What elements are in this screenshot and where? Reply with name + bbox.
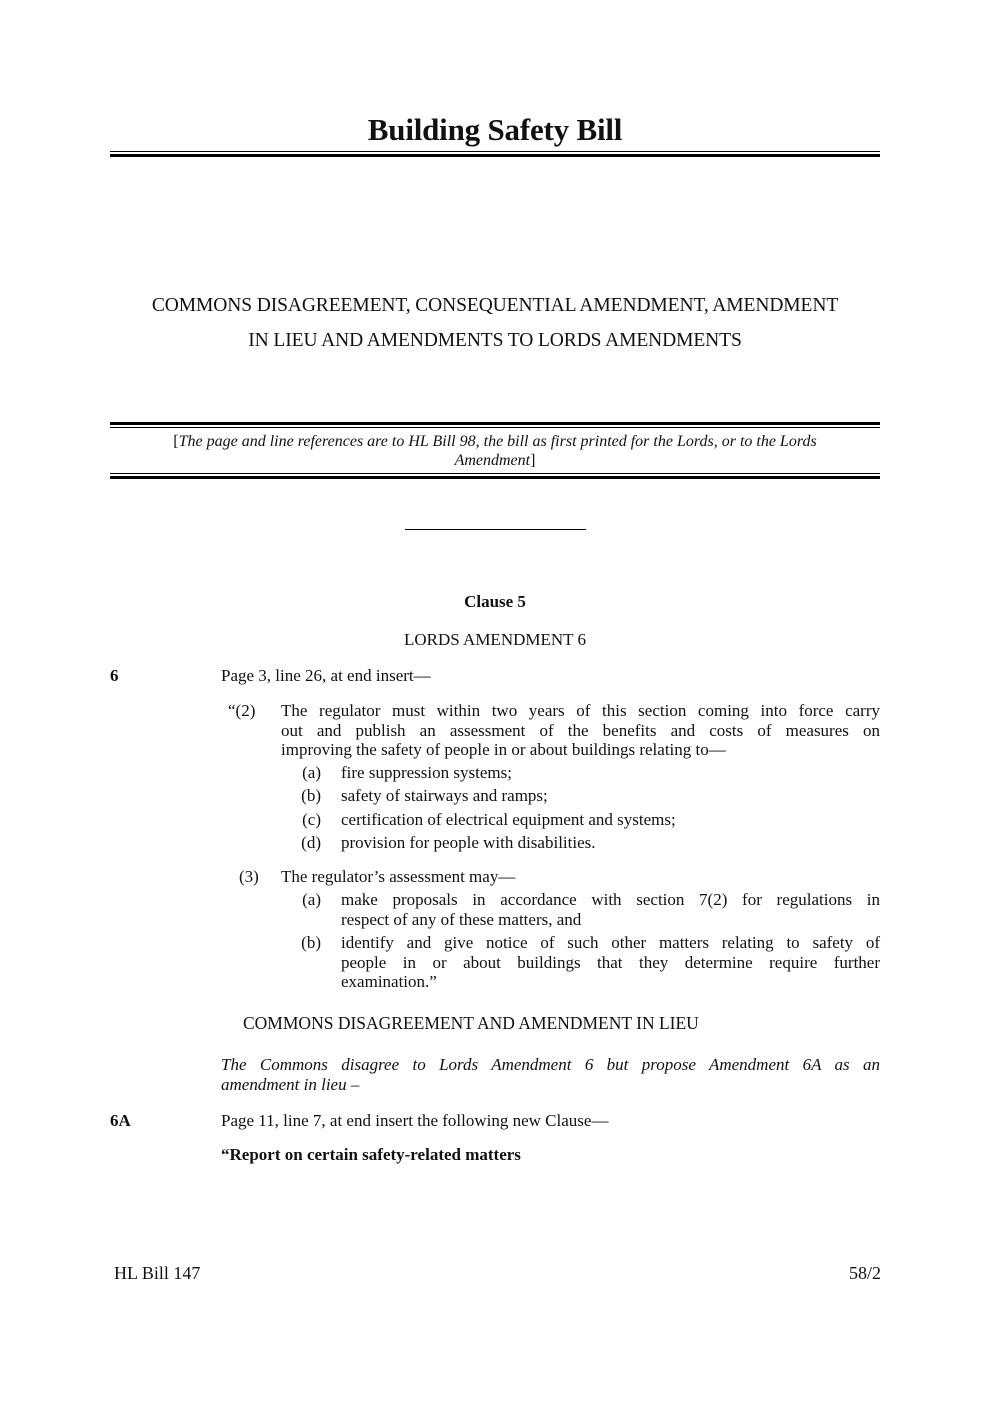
note-open-bracket: [ xyxy=(173,433,179,450)
item-2b-text: safety of stairways and ramps; xyxy=(341,786,548,805)
item-3a-line1: make proposals in accordance with section 7(2) for regulations in xyxy=(341,890,880,909)
clause-heading: Clause 5 xyxy=(464,592,526,611)
amendment-6A-instruction: Page 11, line 7, at end insert the following new Clause— xyxy=(221,1111,609,1130)
item-3a-text xyxy=(341,890,880,929)
note-close-bracket: ] xyxy=(530,452,536,469)
item-3b-label: (b) xyxy=(301,933,321,952)
item-2a-label: (a) xyxy=(302,763,321,782)
document-subtitle-line1: COMMONS DISAGREEMENT, CONSEQUENTIAL AMENDMENT, AMENDMENT xyxy=(151,295,839,316)
amendment-6-instruction: Page 3, line 26, at end insert— xyxy=(221,666,431,685)
note-rule-top-thin xyxy=(110,427,880,428)
subsection-2-line2: out and publish an assessment of the benefits and costs of measures on xyxy=(281,720,880,740)
subsection-2-line3: improving the safety of people in or about buildings relating to— xyxy=(281,740,726,759)
note-rule-bottom-thin xyxy=(110,473,880,474)
item-3b-line1: identify and give notice of such other matters relating to safety of xyxy=(341,933,880,952)
new-clause-title: “Report on certain safety-related matters xyxy=(221,1145,521,1164)
document-title: Building Safety Bill xyxy=(367,112,623,147)
footer-bill-reference: HL Bill 147 xyxy=(114,1263,201,1283)
item-2b-label: (b) xyxy=(301,786,321,805)
item-3a-line2: respect of any of these matters, and xyxy=(341,909,582,929)
commons-motion xyxy=(221,1055,880,1094)
item-2d-text: provision for people with disabilities. xyxy=(341,833,596,852)
subsection-2-text xyxy=(281,701,880,760)
item-3b-line2: people in or about buildings that they determine require further xyxy=(341,952,880,972)
subsection-2-line1: The regulator must within two years of this section coming into force carry xyxy=(281,701,880,720)
item-2d-label: (d) xyxy=(301,833,321,852)
commons-motion-line2: amendment in lieu – xyxy=(221,1074,360,1094)
note-text-line2: Amendment xyxy=(454,452,531,469)
amendment-number-6: 6 xyxy=(110,666,119,685)
section-separator xyxy=(405,529,586,530)
commons-motion-line1: The Commons disagree to Lords Amendment 6 but propose Amendment 6A as an xyxy=(221,1055,880,1074)
item-3b-text xyxy=(341,933,880,992)
item-3a-label: (a) xyxy=(302,890,321,909)
note-rule-top-thick xyxy=(110,422,880,425)
item-2c-text: certification of electrical equipment and systems; xyxy=(341,810,676,829)
item-3b-line3: examination.” xyxy=(341,972,437,991)
item-2a-text: fire suppression systems; xyxy=(341,763,512,782)
note-text-line1: The page and line references are to HL Bill 98, the bill as first printed for the Lords, or to the Lords xyxy=(178,433,817,450)
footer-page-reference: 58/2 xyxy=(848,1263,881,1283)
subsection-3-text: The regulator’s assessment may— xyxy=(281,867,516,886)
subsection-3-label: (3) xyxy=(239,867,259,886)
title-rule-thick xyxy=(110,154,880,157)
commons-heading: COMMONS DISAGREEMENT AND AMENDMENT IN LIEU xyxy=(243,1013,699,1033)
note-rule-bottom-thick xyxy=(110,476,880,479)
subsection-2-label: “(2) xyxy=(228,701,256,720)
title-rule-thin xyxy=(110,151,880,152)
item-2c-label: (c) xyxy=(302,810,321,829)
lords-amendment-heading: LORDS AMENDMENT 6 xyxy=(404,630,586,649)
document-subtitle-line2: IN LIEU AND AMENDMENTS TO LORDS AMENDMENTS xyxy=(248,330,742,351)
reference-note xyxy=(110,432,880,470)
amendment-number-6A: 6A xyxy=(110,1111,131,1130)
